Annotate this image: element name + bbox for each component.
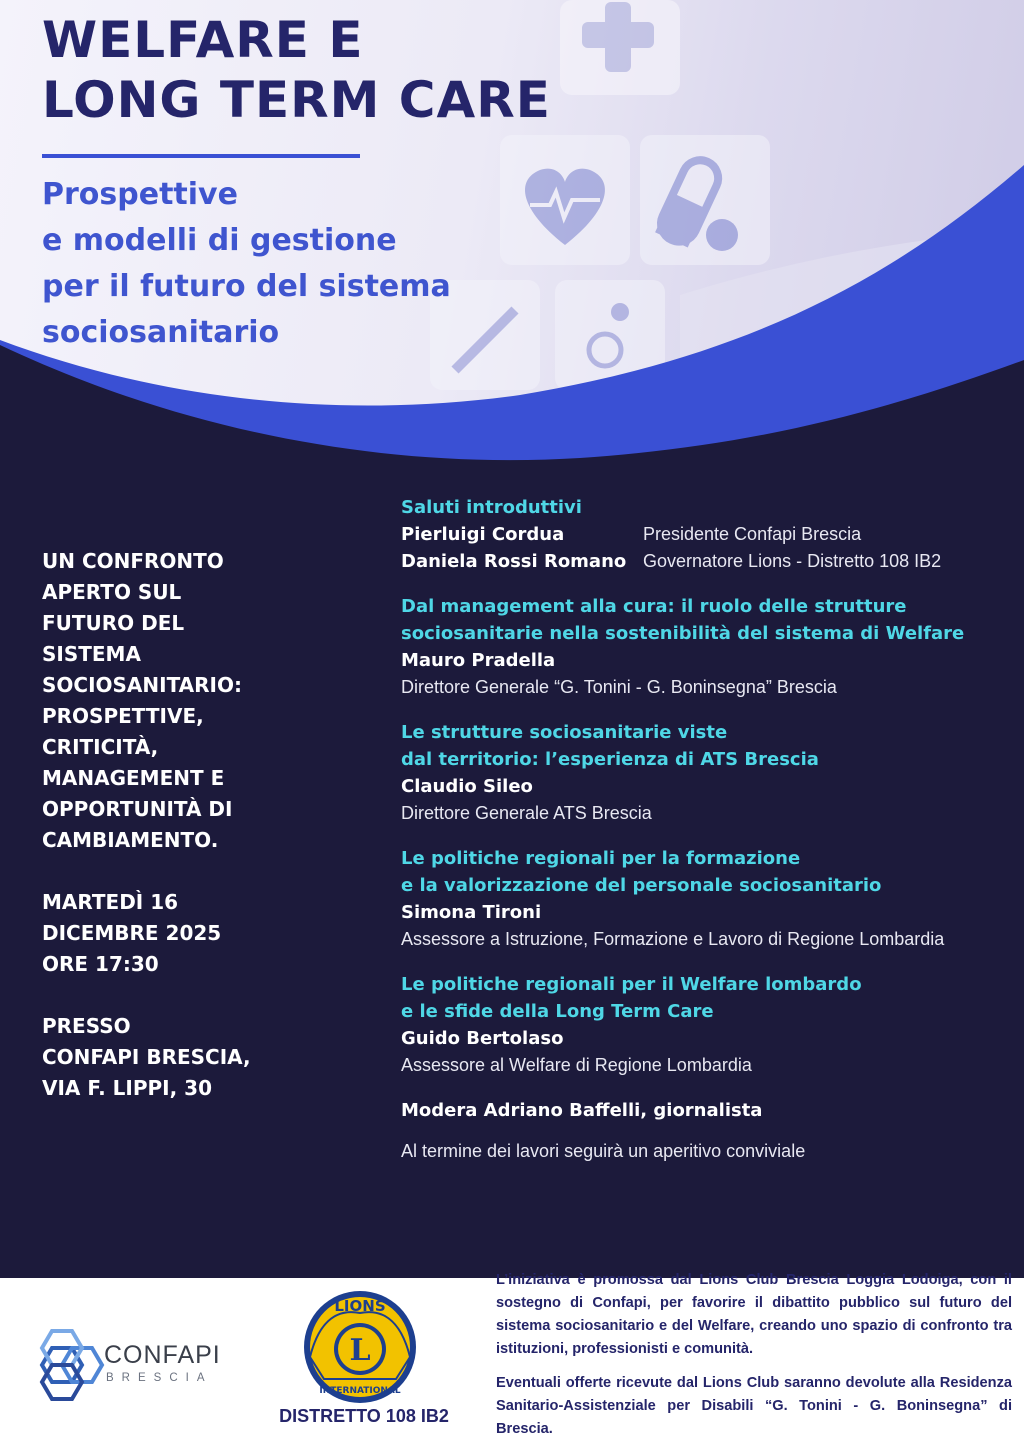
- talk-title: Le politiche regionali per il Welfare lombardo e le sfide della Long Term Care: [401, 974, 862, 1022]
- talk-title: Dal management alla cura: il ruolo delle strutture sociosanitarie nella sostenibilità del sistema di Welfare: [401, 596, 965, 644]
- lions-bottom-text: INTERNATIONAL: [319, 1386, 401, 1396]
- promo-paragraph: L’iniziativa è promossa dal Lions Club Brescia Loggia Lodoiga, con il sostegno di Confapi, per favorire il dibattito pubblico sul futuro del sistema sociosanitario e del Welfare, creando uno spazio di confronto tra istituzioni, professionisti e comunità.: [496, 1272, 1012, 1357]
- title-line-1: WELFARE E: [42, 11, 364, 69]
- speaker-role: Assessore al Welfare di Regione Lombardia: [401, 1055, 752, 1075]
- event-date: MARTEDÌ 16 DICEMBRE 2025 ORE 17:30: [42, 890, 222, 976]
- event-title: [42, 10, 551, 130]
- speaker-role: Presidente Confapi Brescia: [643, 524, 862, 544]
- lions-district: DISTRETTO 108 IB2: [279, 1406, 449, 1426]
- subtitle-line-4: sociosanitario: [42, 315, 280, 350]
- greeting-speaker-row: [401, 521, 1011, 548]
- confapi-city: BRESCIA: [106, 1372, 213, 1384]
- lions-top-text: LIONS: [334, 1297, 386, 1315]
- greetings-title: Saluti introduttivi: [401, 497, 582, 518]
- speaker-role: Assessore a Istruzione, Formazione e Lavoro di Regione Lombardia: [401, 929, 945, 949]
- speaker-name: Guido Bertolaso: [401, 1028, 564, 1049]
- lions-logo-icon: [300, 1287, 420, 1405]
- footer-note: [496, 1269, 1012, 1449]
- greeting-speaker-row: [401, 548, 1011, 575]
- event-subtitle: [42, 172, 451, 356]
- title-divider: [42, 154, 360, 158]
- subtitle-line-2: e modelli di gestione: [42, 223, 397, 258]
- agenda-greetings: [401, 494, 1011, 575]
- speaker-role: Direttore Generale “G. Tonini - G. Boninsegna” Brescia: [401, 677, 837, 697]
- speaker-role: Governatore Lions - Distretto 108 IB2: [643, 551, 942, 571]
- speaker-name: Mauro Pradella: [401, 650, 556, 671]
- agenda-talk: [401, 593, 1011, 701]
- speaker-role: Direttore Generale ATS Brescia: [401, 803, 652, 823]
- subtitle-line-3: per il futuro del sistema: [42, 269, 451, 304]
- agenda: [401, 494, 1011, 1165]
- speaker-name: Claudio Sileo: [401, 776, 533, 797]
- agenda-talk: [401, 845, 1011, 953]
- event-statement: UN CONFRONTO APERTO SUL FUTURO DEL SISTEMA SOCIOSANITARIO: PROSPETTIVE, CRITICITÀ, MANAGEMENT E OPPORTUNITÀ DI CAMBIAMENTO.: [42, 549, 242, 852]
- agenda-talk: [401, 971, 1011, 1079]
- speaker-name: Simona Tironi: [401, 902, 542, 923]
- event-venue: PRESSO CONFAPI BRESCIA, VIA F. LIPPI, 30: [42, 1014, 251, 1100]
- agenda-talk: [401, 719, 1011, 827]
- lions-letter: L: [349, 1333, 371, 1368]
- event-info: [42, 546, 342, 1135]
- talk-title: Le strutture sociosanitarie viste dal territorio: l’esperienza di ATS Brescia: [401, 722, 819, 770]
- talk-title: Le politiche regionali per la formazione e la valorizzazione del personale sociosanitario: [401, 848, 882, 896]
- confapi-name: CONFAPI: [104, 1341, 221, 1369]
- moderator: Modera Adriano Baffelli, giornalista: [401, 1100, 763, 1121]
- title-line-2: LONG TERM CARE: [42, 71, 551, 129]
- subtitle-line-1: Prospettive: [42, 177, 238, 212]
- speaker-name: Daniela Rossi Romano: [401, 551, 627, 572]
- donation-paragraph: Eventuali offerte ricevute dal Lions Club saranno devolute alla Residenza Sanitario-Assistenziale per Disabili “G. Tonini - G. Boninsegna” di Brescia.: [496, 1375, 1012, 1437]
- speaker-name: Pierluigi Cordua: [401, 524, 565, 545]
- closing-note: Al termine dei lavori seguirà un aperitivo conviviale: [401, 1141, 806, 1161]
